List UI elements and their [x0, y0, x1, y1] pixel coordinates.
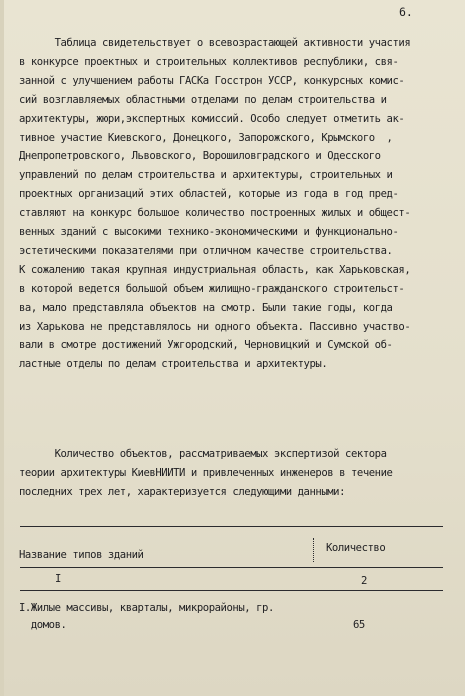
table-row-value: 65 — [353, 619, 365, 631]
text-line: проектных организаций этих областей, которые из года в год пред- — [19, 188, 399, 201]
text-line: архитектуры, жюри,экспертных комиссий. Особо следует отметить ак- — [19, 112, 405, 125]
text-line: в конкурсе проектных и строительных коллективов республики, свя- — [19, 55, 399, 68]
table-header-quantity: Количество — [326, 542, 386, 554]
text-line: эстетическими показателями при отличном качестве строительства. — [19, 244, 393, 257]
text-line: занной с улучшением работы ГАСКа Госстрон УССР, конкурсных комис- — [19, 74, 405, 87]
table-index-col2: 2 — [361, 575, 367, 587]
page-number: 6. — [399, 5, 413, 19]
table-row-label: I.Жилые массивы, кварталы, микрорайоны, гр. — [19, 602, 274, 614]
text-line: Таблица свидетельствует о всевозрастающей активности участия — [19, 37, 411, 49]
table-index-col1: I — [55, 573, 61, 585]
text-line: вали в смотре достижений Ужгородский, Черновицкий и Сумской об- — [19, 339, 393, 352]
text-line: Количество объектов, рассматриваемых экспертизой сектора — [19, 448, 387, 460]
text-line: К сожалению такая крупная индустриальная область, как Харьковская, — [19, 263, 411, 276]
table-index-rule — [20, 590, 443, 591]
text-line: ставляют на конкурс большое количество построенных жилых и общест- — [19, 207, 411, 220]
text-line: тивное участие Киевского, Донецкого, Запорожского, Крымского , — [19, 131, 393, 144]
table-header-rule — [20, 567, 443, 568]
text-line: сий возглавляемых областными отделами по делам строительства и — [19, 93, 387, 106]
text-line: венных зданий с высокими технико-экономическими и функционально- — [19, 226, 399, 238]
text-line: ластные отделы по делам строительства и архитектуры. — [19, 358, 328, 371]
text-line: теории архитектуры КиевНИИТИ и привлеченных инженеров в течение — [19, 467, 393, 479]
text-line: из Харькова не представлялось ни одного объекта. Пассивно участво- — [19, 320, 411, 333]
table-header-building-types: Название типов зданий — [19, 549, 144, 561]
text-line: ва, мало представляла объектов на смотр. Были такие годы, когда — [19, 301, 393, 314]
text-line: Днепропетровского, Львовского, Ворошиловградского и Одесского — [19, 150, 381, 163]
table-top-rule — [20, 526, 443, 527]
table-row-label-continued: домов. — [19, 619, 67, 631]
text-line: управлений по делам строительства и архитектуры, строительных и — [19, 169, 393, 182]
text-line: последних трех лет, характеризуется следующими данными: — [19, 486, 346, 498]
text-line: в которой ведется большой объем жилищно-гражданского строительст- — [19, 282, 405, 295]
table-column-separator — [313, 538, 314, 562]
